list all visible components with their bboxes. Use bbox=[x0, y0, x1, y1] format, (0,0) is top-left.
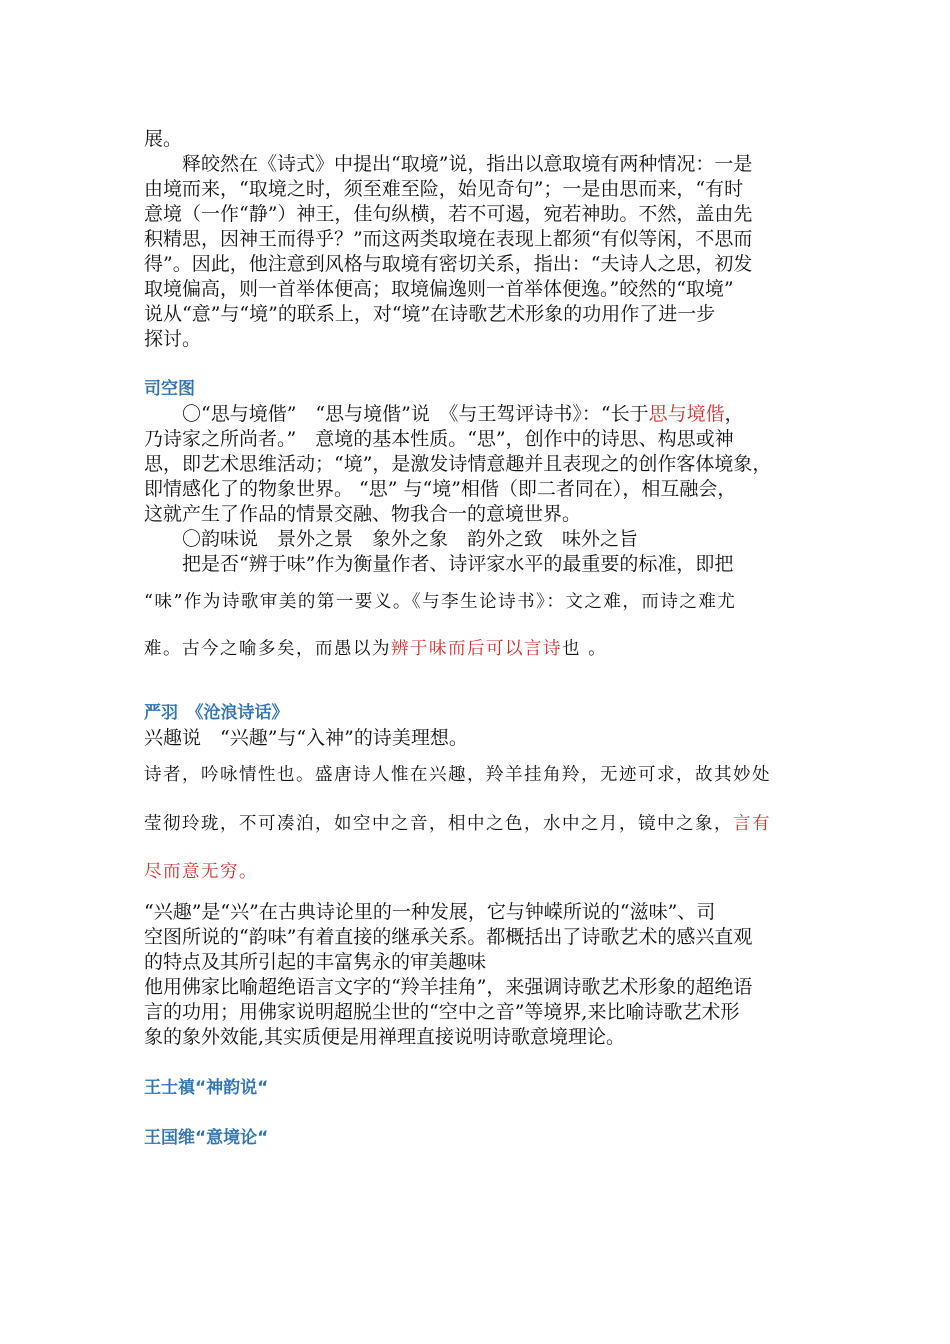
highlighted-text: 思与境偕 bbox=[648, 403, 725, 425]
paragraph-line: 由境而来，“取境之时，须至难至险，始见奇句”；一是由思而来，“有时 bbox=[144, 178, 744, 200]
paragraph-line: 释皎然在《诗式》中提出“取境”说，指出以意取境有两种情况：一是 bbox=[182, 153, 753, 175]
paragraph-line: 说从“意”与“境”的联系上，对“境”在诗歌艺术形象的功用作了进一步 bbox=[144, 303, 716, 325]
paragraph-line: 把是否“辨于味”作为衡量作者、诗评家水平的最重要的标准，即把 bbox=[182, 553, 734, 575]
text-run: 〇“思与境偕” “思与境偕”说 《与王驾评诗书》：“长于 bbox=[182, 403, 649, 425]
paragraph-line: 探讨。 bbox=[144, 328, 202, 350]
paragraph-line: 意境（一作“静”）神王，佳句纵横，若不可遏，宛若神助。不然，盖由先 bbox=[144, 203, 753, 225]
paragraph-line: 即情感化了的物象世界。 “思” 与“境”相偕（即二者同在），相互融会， bbox=[144, 478, 737, 500]
text-run: ， bbox=[724, 403, 744, 425]
paragraph-line: 〇韵味说 景外之景 象外之象 韵外之致 味外之旨 bbox=[182, 528, 639, 550]
paragraph-line: 空图所说的“韵味”有着直接的继承关系。都概括出了诗歌艺术的感兴直观 bbox=[144, 926, 753, 948]
paragraph-line: 的特点及其所引起的丰富隽永的审美趣味 bbox=[144, 951, 487, 973]
quote-line bbox=[144, 637, 607, 661]
paragraph-line: 乃诗家之所尚者。” 意境的基本性质。“思”，创作中的诗思、构思或神 bbox=[144, 428, 734, 450]
section-heading-wangshizhen: 王士禛“神韵说“ bbox=[144, 1078, 269, 1098]
highlighted-text: 言有 bbox=[733, 814, 771, 834]
section-heading-sikongtu: 司空图 bbox=[144, 379, 195, 399]
quote-line: 诗者，吟咏情性也。盛唐诗人惟在兴趣，羚羊挂角羚，无迹可求，故其妙处 bbox=[144, 765, 771, 785]
paragraph-line bbox=[144, 402, 744, 426]
text-run: 难。古今之喻多矣，而愚以为 bbox=[144, 639, 391, 659]
section-heading-yanyu: 严羽 《沧浪诗话》 bbox=[144, 703, 289, 723]
paragraph-line: 这就产生了作品的情景交融、物我合一的意境世界。 bbox=[144, 503, 582, 525]
paragraph-line: 取境偏高，则一首举体便高；取境偏逸则一首举体便逸。”皎然的“取境” bbox=[144, 278, 734, 300]
paragraph-line: 他用佛家比喻超绝语言文字的“羚羊挂角”，来强调诗歌艺术形象的超绝语 bbox=[144, 976, 753, 998]
paragraph-line: 兴趣说 “兴趣”与“入神”的诗美理想。 bbox=[144, 727, 468, 749]
paragraph-line: 思，即艺术思维活动；“境”，是激发诗情意趣并且表现之的创作客体境象， bbox=[144, 453, 772, 475]
paragraph-line: 得”。因此，他注意到风格与取境有密切关系，指出：“夫诗人之思，初发 bbox=[144, 253, 753, 275]
section-heading-wangguowei: 王国维“意境论“ bbox=[144, 1128, 269, 1148]
paragraph-line: 象的象外效能,其实质便是用禅理直接说明诗歌意境理论。 bbox=[144, 1026, 626, 1048]
paragraph-line: “兴趣”是“兴”在古典诗论里的一种发展，它与钟嵘所说的“滋味”、司 bbox=[144, 901, 716, 923]
paragraph-line: 展。 bbox=[144, 128, 183, 150]
quote-line: 尽而意无穷。 bbox=[144, 862, 258, 882]
paragraph-line: 言的功用；用佛家说明超脱尘世的“空中之音”等境界,来比喻诗歌艺术形 bbox=[144, 1001, 740, 1023]
highlighted-text: 辨于味而后可以言诗 bbox=[391, 639, 562, 659]
quote-line bbox=[144, 812, 771, 836]
text-run: 莹彻玲珑，不可凑泊，如空中之音，相中之色，水中之月，镜中之象， bbox=[144, 814, 733, 834]
quote-line: “味”作为诗歌审美的第一要义。《与李生论诗书》：文之难，而诗之难尤 bbox=[144, 592, 737, 612]
paragraph-line: 积精思，因神王而得乎？”而这两类取境在表现上都须“有似等闲，不思而 bbox=[144, 228, 753, 250]
text-run: 也 。 bbox=[562, 639, 608, 659]
